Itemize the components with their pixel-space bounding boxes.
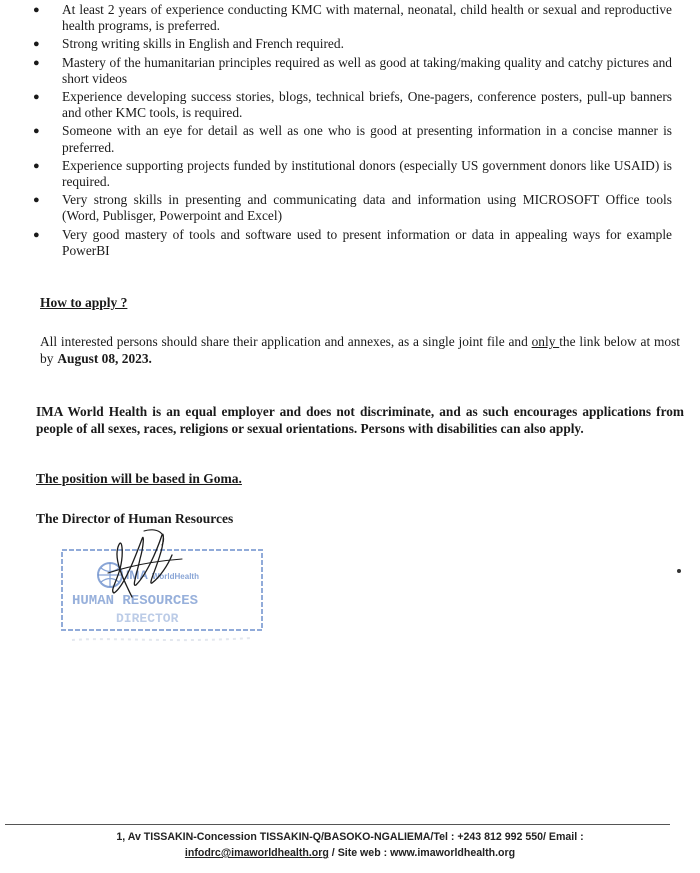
svg-text:HUMAN RESOURCES: HUMAN RESOURCES (72, 593, 199, 609)
svg-text:IMA: IMA (126, 568, 148, 582)
footer-email-link[interactable]: infodrc@imaworldhealth.org (184, 847, 329, 859)
apply-text-start: All interested persons should share their application and annexes, as a single joint file and (40, 334, 532, 349)
list-item (28, 158, 672, 190)
bullet-icon: ● (33, 125, 40, 138)
requirement-text: Strong writing skills in English and French required. (62, 36, 344, 52)
bullet-icon: ● (33, 56, 40, 69)
deadline-date: August 08, 2023. (57, 351, 152, 366)
svg-text:WorldHealth: WorldHealth (152, 572, 199, 581)
requirement-text: Very good mastery of tools and software used to present information or data in appealing ways for example PowerBI (62, 226, 672, 258)
list-item (28, 89, 672, 121)
signatory-title: The Director of Human Resources (36, 511, 234, 526)
stray-dot (677, 569, 681, 573)
apply-text-end: the link below at most by (40, 334, 680, 366)
how-to-apply-heading: How to apply ? (40, 295, 128, 310)
footer-site-label: / Site web : (328, 847, 391, 859)
requirement-text: Very strong skills in presenting and communicating data and information using MICROSOFT Office tools (Word, Publisger, Powerpoint and Excel) (62, 192, 672, 224)
position-location: The position will be based in Goma. (36, 471, 242, 486)
bullet-icon: ● (33, 38, 40, 51)
apply-text-only: only (531, 334, 560, 349)
svg-text:DIRECTOR: DIRECTOR (116, 611, 179, 626)
equal-employer-statement: IMA World Health is an equal employer and does not discriminate, and as such encourages applications from people of all sexes, races, religions or sexual orientations. Persons with disabilities can also apply. (36, 404, 684, 436)
bullet-icon: ● (33, 194, 40, 207)
footer-contact (0, 845, 700, 861)
bullet-icon: ● (33, 228, 40, 241)
list-item (28, 123, 672, 155)
list-item (28, 55, 672, 87)
hr-stamp-image (52, 525, 282, 655)
list-item (28, 36, 672, 52)
footer-address: 1, Av TISSAKIN-Concession TISSAKIN-Q/BASOKO-NGALIEMA/Tel : +243 812 992 550/ Email : (116, 831, 584, 843)
list-item (28, 227, 672, 259)
footer-website-link[interactable]: www.imaworldhealth.org (390, 847, 516, 859)
requirements-list (28, 2, 672, 261)
footer (0, 829, 700, 861)
list-item (28, 192, 672, 224)
footer-divider (5, 824, 670, 825)
requirement-text: Someone with an eye for detail as well as one who is good at presenting information in a concise manner is preferred. (62, 123, 672, 155)
requirement-text: Experience supporting projects funded by institutional donors (especially US government donors like USAID) is required. (62, 157, 672, 190)
list-item (28, 2, 672, 34)
requirement-text: At least 2 years of experience conducting KMC with maternal, neonatal, child health or sexual and reproductive health programs, is preferred. (62, 2, 672, 34)
bullet-icon: ● (33, 159, 40, 172)
signature-and-stamp (52, 525, 282, 655)
requirement-text: Experience developing success stories, blogs, technical briefs, One-pagers, conference posters, pull-up banners and other KMC tools, is required. (62, 89, 672, 121)
bullet-icon: ● (33, 91, 40, 104)
apply-instructions (40, 333, 680, 367)
bullet-icon: ● (33, 4, 40, 16)
requirement-text: Mastery of the humanitarian principles required as well as good at taking/making quality and catchy pictures and short videos (62, 54, 672, 86)
